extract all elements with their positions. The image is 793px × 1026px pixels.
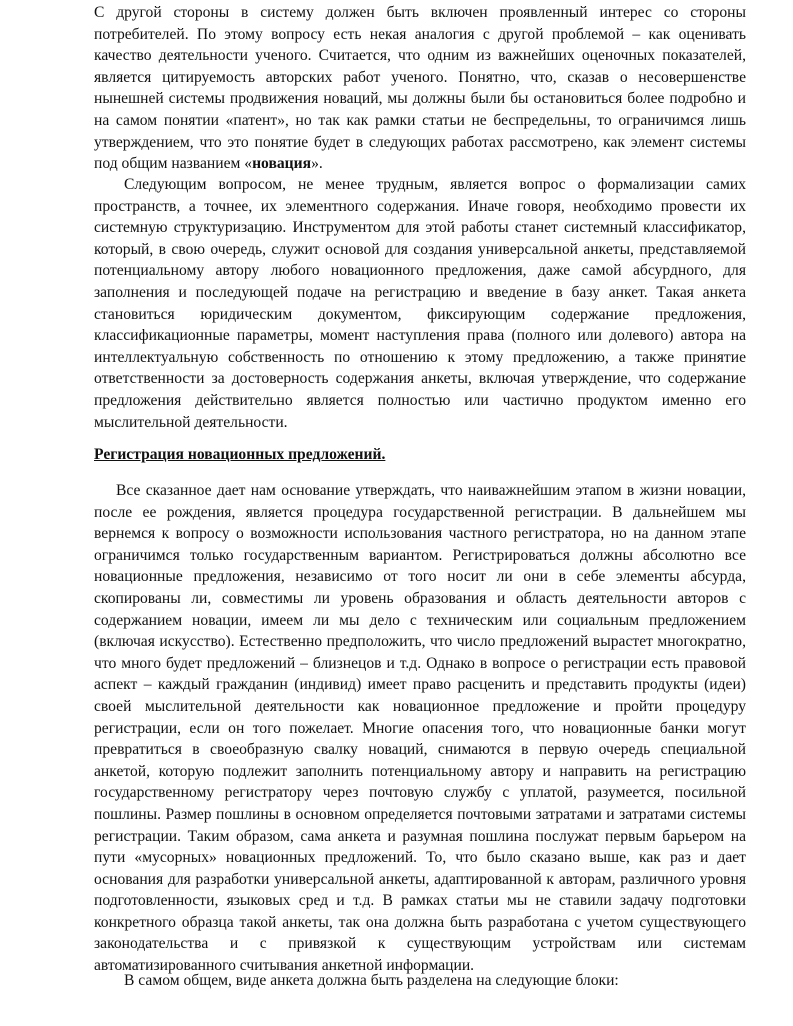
section-heading: Регистрация новационных предложений. [94, 446, 386, 463]
novation-term: новация [252, 155, 312, 173]
paragraph-interest [94, 2, 746, 174]
paragraph-registration: Все сказанное дает нам основание утверждать, что наиважнейшим этапом в жизни новации, после ее рождения, является процедура государственной регистрации. В дальнейшем мы вернемся к вопросу о возможности использования частного регистратора, но на данном этапе ограничимся только государственным вариантом. Регистрироваться должны абсолютно все новационные предложения, независимо от того носит ли они в себе элементы абсурда, скопированы ли, совместимы ли уровень образования и область деятельности авторов с содержанием новации, имеем ли мы дело с техническим или социальным предложением (включая искусство). Естественно предположить, что число предложений вырастет многократно, что много будет предложений – близнецов и т.д. Однако в вопросе о регистрации есть правовой аспект – каждый гражданин (индивид) имеет право расценить и представить продукты (идеи) своей мыслительной деятельности как новационное предложение и пройти процедуру регистрации, если он того пожелает. Многие опасения того, что новационные банки могут превратиться в своеобразную свалку новаций, снимаются в первую очередь специальной анкетой, которую подлежит заполнить потенциальному автору и направить на регистрацию государственному регистратору через почтовую службу с уплатой, разумеется, посильной пошлины. Размер пошлины в основном определяется почтовыми затратами и затратами системы регистрации. Таким образом, сама анкета и разумная пошлина послужат первым барьером на пути «мусорных» новационных предложений. То, что было сказано выше, как раз и дает основания для разработки универсальной анкеты, адаптированной к авторам, различного уровня подготовленности, языковых сред и т.д. В рамках статьи мы не ставили задачу подготовки конкретного образца такой анкеты, так она должна быть разработана с учетом существующего законодательства и с привязкой к существующим устройствам или системам автоматизированного считывания анкетной информации. [94, 482, 746, 975]
paragraph-interest-text: С другой стороны в систему должен быть включен проявленный интерес со стороны потребителей. По этому вопросу есть некая аналогия с другой проблемой – как оценивать качество деятельности ученого. Считается, что одним из важнейших оценочных показателей, является цитируемость авторских работ ученого. Понятно, что, сказав о несовершенстве нынешней системы продвижения новаций, мы должны были бы остановиться более подробно и на самом понятии «патент», но так как рамки статьи не беспредельны, то ограничимся лишь утверждением, что это понятие будет в следующих работах рассмотрено, как элемент системы под общим названием « [94, 4, 746, 173]
paragraph-blocks-intro: В самом общем, виде анкета должна быть разделена на следующие блоки: [124, 972, 619, 989]
paragraph-interest-end: ». [311, 155, 323, 173]
paragraph-formalization: Следующим вопросом, не менее трудным, является вопрос о формализации самих пространств, а точнее, их элементного содержания. Иначе говоря, необходимо провести их системную структуризацию. Инструментом для этой работы станет системный классификатор, который, в свою очередь, служит основой для создания универсальной анкеты, представляемой потенциальному автору любого новационного предложения, даже самой абсурдного, для заполнения и последующей подаче на регистрацию и введение в базу анкет. Такая анкета становиться юридическим документом, фиксирующим содержание предложения, классификационные параметры, момент наступления права (полного или долевого) автора на интеллектуальную собственность по отношению к этому предложению, а также принятие ответственности за достоверность содержания анкеты, включая утверждение, что содержание предложения действительно является полностью или частично продуктом именно его мыслительной деятельности. [94, 176, 746, 431]
document-page [94, 2, 746, 992]
